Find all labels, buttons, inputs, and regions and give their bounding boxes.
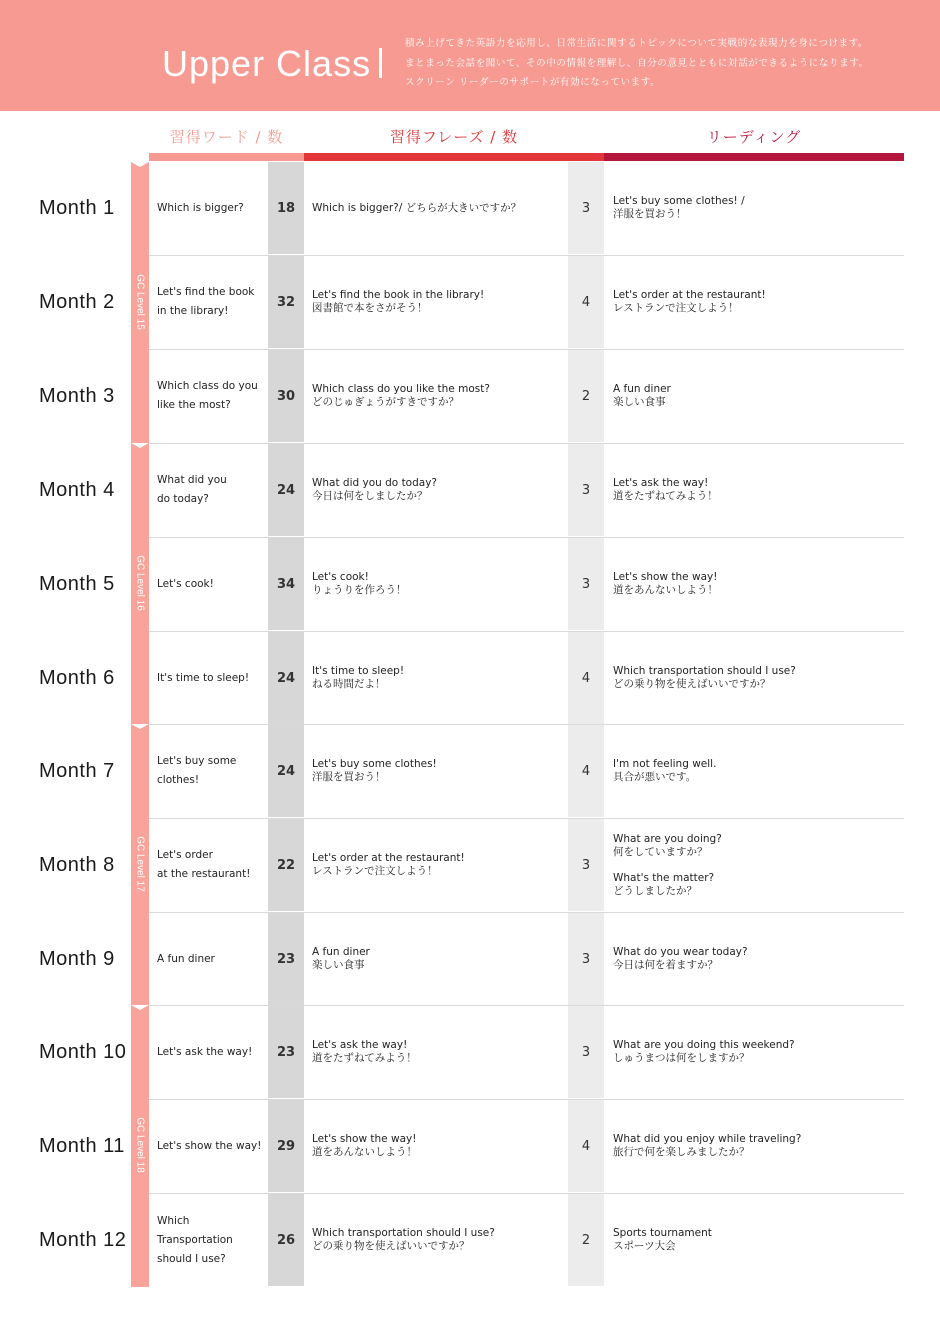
reading-topic: Let's show the way! 道をあんないしよう！	[613, 571, 718, 596]
column-heading-words: 習得ワード / 数	[169, 128, 284, 146]
title-divider	[379, 48, 382, 78]
phrase-topic: Which transportation should I use? どの乗り物を使えばいいですか？	[312, 1227, 495, 1252]
header-description	[405, 34, 925, 93]
phrase-topic: What did you do today? 今日は何をしましたか？	[312, 477, 437, 502]
curriculum-row	[0, 350, 940, 442]
reading-topic: What did you enjoy while traveling? 旅行で何を楽しみましたか？	[613, 1133, 802, 1158]
word-topic: A fun diner	[157, 952, 215, 965]
level-label-text: GC Level 18	[134, 1117, 146, 1173]
word-topic: Which is bigger?	[157, 201, 244, 214]
word-topic: Let's show the way!	[157, 1139, 262, 1152]
curriculum-row	[0, 538, 940, 630]
phrases-accent-bar	[304, 153, 604, 161]
phrase-count: 2	[568, 1194, 604, 1286]
month-label: Month 6	[39, 667, 115, 689]
word-count: 32	[268, 256, 304, 348]
phrase-topic: It's time to sleep! ねる時間だよ！	[312, 665, 405, 690]
curriculum-row	[0, 1194, 940, 1286]
phrase-topic: Which is bigger?/ どちらが大きいですか？	[312, 201, 522, 214]
reading-topic: What do you wear today? 今日は何を着ますか？	[613, 946, 748, 971]
phrase-topic: Let's order at the restaurant! レストランで注文しよう！	[312, 852, 465, 877]
phrase-topic: Let's buy some clothes! 洋服を買おう！	[312, 758, 437, 783]
word-topic: It's time to sleep!	[157, 671, 250, 684]
phrase-topic: A fun diner 楽しい食事	[312, 946, 370, 971]
word-topic: Let's find the book in the library!	[157, 286, 255, 317]
phrase-count: 3	[568, 819, 604, 911]
curriculum-row	[0, 913, 940, 1005]
phrase-count: 3	[568, 444, 604, 536]
reading-topic: I'm not feeling well. 具合が悪いです。	[613, 758, 717, 783]
reading-topic: What are you doing? 何をしていますか？ What's the matter? どうしましたか？	[613, 832, 722, 897]
word-topic: Let's cook!	[157, 577, 214, 590]
phrase-count: 4	[568, 632, 604, 724]
curriculum-row	[0, 444, 940, 536]
word-topic: Which Transportation should I use?	[157, 1214, 233, 1265]
phrase-count: 3	[568, 162, 604, 254]
word-count: 30	[268, 350, 304, 442]
phrase-count: 4	[568, 256, 604, 348]
phrase-topic: Let's find the book in the library! 図書館で本をさがそう！	[312, 289, 485, 314]
phrase-count: 2	[568, 350, 604, 442]
month-label: Month 11	[39, 1135, 125, 1157]
word-count: 29	[268, 1100, 304, 1192]
month-label: Month 12	[39, 1229, 127, 1251]
reading-topic: What are you doing this weekend? しゅうまつは何をしますか？	[613, 1039, 795, 1064]
phrase-topic: Let's cook! りょうりを作ろう！	[312, 571, 407, 596]
word-topic: Which class do you like the most?	[157, 380, 258, 411]
word-count: 34	[268, 538, 304, 630]
curriculum-row	[0, 162, 940, 254]
word-topic: Let's order at the restaurant!	[157, 849, 251, 880]
word-count: 23	[268, 1006, 304, 1098]
word-count: 24	[268, 725, 304, 817]
reading-topic: Sports tournament スポーツ大会	[613, 1227, 712, 1252]
page-header	[0, 0, 940, 111]
curriculum-row	[0, 1006, 940, 1098]
column-heading-phrases: 習得フレーズ / 数	[389, 128, 519, 146]
reading-accent-bar	[604, 153, 904, 161]
month-label: Month 2	[39, 291, 115, 313]
description-line: スクリーン リーダーのサポートが有効になっています。	[405, 77, 661, 88]
word-count: 22	[268, 819, 304, 911]
level-label-text: GC Level 15	[134, 274, 146, 330]
description-line: まとまった会話を聞いて、その中の情報を理解し、自分の意見とともに対話ができるようになります。	[405, 57, 869, 69]
column-heading-reading: リーディング	[706, 128, 802, 146]
level-label-text: GC Level 16	[134, 555, 146, 611]
month-label: Month 7	[39, 760, 115, 782]
phrase-count: 4	[568, 1100, 604, 1192]
phrase-topic: Let's ask the way! 道をたずねてみよう！	[312, 1039, 417, 1064]
page-title: Upper Class	[162, 43, 372, 84]
word-topic: Let's buy some clothes!	[157, 755, 237, 786]
word-count: 26	[268, 1194, 304, 1286]
month-label: Month 3	[39, 385, 115, 407]
word-topic: Let's ask the way!	[157, 1045, 253, 1058]
description-line: 積み上げてきた英語力を応用し、日常生活に関するトピックについて実戦的な表現力を身につけます。	[405, 38, 869, 49]
reading-topic: Let's ask the way! 道をたずねてみよう！	[613, 477, 718, 502]
month-label: Month 1	[39, 197, 115, 219]
word-topic: What did you do today?	[157, 474, 227, 505]
words-accent-bar	[149, 153, 304, 161]
reading-topic: Let's buy some clothes! / 洋服を買おう！	[613, 195, 745, 220]
phrase-count: 3	[568, 1006, 604, 1098]
word-count: 24	[268, 632, 304, 724]
curriculum-row	[0, 725, 940, 817]
month-label: Month 4	[39, 479, 115, 501]
curriculum-row	[0, 1100, 940, 1192]
word-count: 24	[268, 444, 304, 536]
curriculum-row	[0, 632, 940, 724]
curriculum-row	[0, 256, 940, 348]
month-label: Month 8	[39, 854, 115, 876]
reading-topic: Which transportation should I use? どの乗り物を使えばいいですか？	[613, 665, 796, 690]
reading-topic: A fun diner 楽しい食事	[613, 383, 671, 408]
phrase-topic: Let's show the way! 道をあんないしよう！	[312, 1133, 417, 1158]
phrase-count: 3	[568, 538, 604, 630]
month-label: Month 10	[39, 1041, 127, 1063]
curriculum-row	[0, 819, 940, 911]
month-label: Month 9	[39, 948, 115, 970]
phrase-count: 4	[568, 725, 604, 817]
month-label: Month 5	[39, 573, 115, 595]
level-label-text: GC Level 17	[134, 836, 146, 892]
word-count: 18	[268, 162, 304, 254]
reading-topic: Let's order at the restaurant! レストランで注文しよう！	[613, 289, 766, 314]
word-count: 23	[268, 913, 304, 1005]
phrase-count: 3	[568, 913, 604, 1005]
phrase-topic: Which class do you like the most? どのじゅぎょうがすきですか？	[312, 383, 490, 408]
